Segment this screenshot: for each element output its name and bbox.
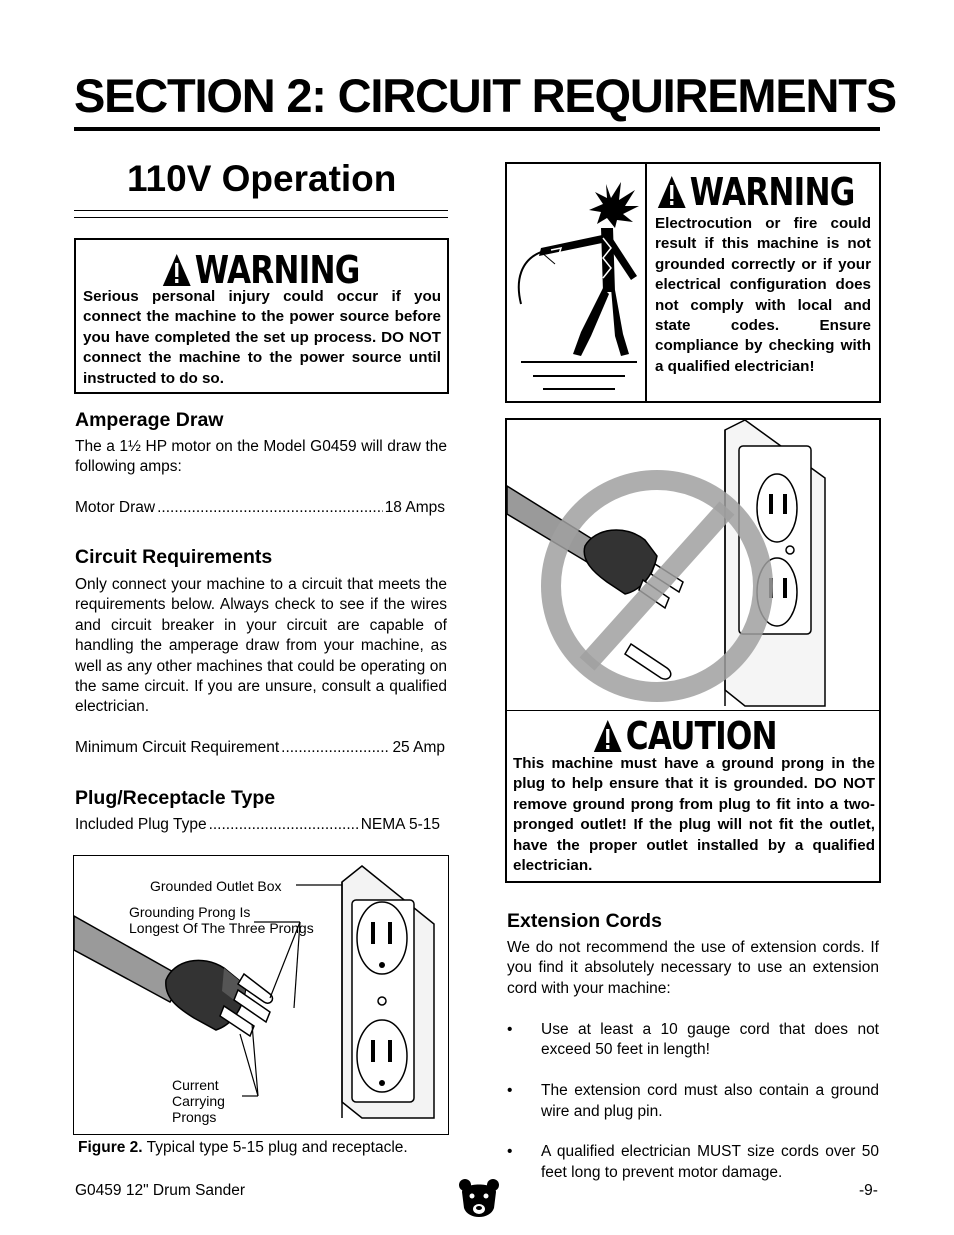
warning-box-setup <box>74 238 449 394</box>
warning-triangle-icon <box>593 719 623 753</box>
motor-draw-value: 18 Amps <box>384 499 445 516</box>
extension-text: We do not recommend the use of extension cords. If you find it absolutely necessary to use an extension cord with your machine: <box>507 939 879 997</box>
panel-divider <box>645 164 647 401</box>
min-circuit-value: 25 Amp <box>392 739 445 756</box>
list-item: • A qualified electrician MUST size cords over 50 feet long to prevent motor damage. <box>507 1142 879 1183</box>
list-item: • Use at least a 10 gauge cord that does not exceed 50 feet in length! <box>507 1020 879 1061</box>
label-current-3: Prongs <box>172 1109 217 1125</box>
min-circuit-label: Minimum Circuit Requirement <box>75 739 280 756</box>
warning-triangle-icon <box>657 175 687 209</box>
figure-caption-label: Figure 2. <box>78 1139 143 1156</box>
caution-divider <box>507 710 879 711</box>
caution-box <box>505 418 881 883</box>
warning-body: Electrocution or fire could result if this machine is not grounded correctly or if your electrical configuration does not comply with local and state codes. Ensure compliance by checking with a qualified electrician! <box>655 215 871 375</box>
min-circuit-line <box>75 738 445 758</box>
footer-model: G0459 12" Drum Sander <box>75 1182 246 1199</box>
warning-triangle-icon <box>162 253 192 287</box>
page-title: SECTION 2: CIRCUIT REQUIREMENTS <box>74 69 896 122</box>
warning-heading-text: WARNING <box>194 248 360 292</box>
warning-heading-text: WARNING <box>689 170 855 214</box>
footer-page-number: -9- <box>859 1182 878 1199</box>
warning-box-electrocution <box>505 162 881 403</box>
plug-receptacle-drawing <box>74 856 447 1133</box>
figure-2-caption <box>78 1138 408 1158</box>
heading-circuit-requirements: Circuit Requirements <box>75 546 273 568</box>
motor-draw-line <box>75 498 445 518</box>
no-ground-removal-illustration <box>507 420 879 710</box>
caution-body: This machine must have a ground prong in the plug to help ensure that it is grounded. DO NOT remove ground prong from plug to fit into a two-pronged outlet! If the plug will not fit the outlet, have the proper outlet installed by a qualified electrician. <box>513 755 875 875</box>
warning-heading <box>162 250 359 290</box>
caution-heading <box>593 716 777 756</box>
title-rule <box>74 127 880 131</box>
caution-heading-text: CAUTION <box>625 714 777 758</box>
subtitle-rule-bottom <box>74 217 448 218</box>
leader-dots <box>157 498 383 518</box>
bear-logo-icon <box>458 1176 500 1224</box>
amperage-text: The a 1½ HP motor on the Model G0459 will draw the following amps: <box>75 438 447 476</box>
figure-caption-text: Typical type 5-15 plug and receptacle. <box>146 1139 408 1156</box>
motor-draw-label: Motor Draw <box>75 499 156 516</box>
list-item: • The extension cord must also contain a ground wire and plug pin. <box>507 1081 879 1122</box>
extension-bullets <box>507 1020 879 1204</box>
subtitle-rule-top <box>74 210 448 211</box>
label-grounded-outlet-box: Grounded Outlet Box <box>150 878 282 894</box>
heading-amperage-draw: Amperage Draw <box>75 409 224 431</box>
leader-dots <box>209 815 359 835</box>
label-current-1: Current <box>172 1077 219 1093</box>
label-grounding-prong-1: Grounding Prong Is <box>129 904 251 920</box>
heading-plug-receptacle: Plug/Receptacle Type <box>75 787 276 809</box>
warning-body: Serious personal injury could occur if you connect the machine to the power source before you have completed the set up process. DO NOT connect the machine to the power source until instructed to do so. <box>83 288 441 387</box>
warning-heading <box>657 172 854 212</box>
circuit-text: Only connect your machine to a circuit that meets the requirements below. Always check to see if the wires and circuit breaker in your circuit are capable of handling the amperage draw from your machine, as well as any other machines that could be operating on the same circuit. If you are unsure, consult a qualified electrician. <box>75 576 447 716</box>
leader-dots <box>281 738 390 758</box>
section-subtitle: 110V Operation <box>127 158 397 199</box>
plug-type-label: Included Plug Type <box>75 816 207 833</box>
heading-extension-cords: Extension Cords <box>507 910 662 932</box>
label-grounding-prong-2: Longest Of The Three Prongs <box>129 920 314 936</box>
plug-type-value: NEMA 5-15 <box>360 816 440 833</box>
electrocution-icon <box>511 176 641 398</box>
figure-2-illustration <box>73 855 449 1135</box>
plug-type-line <box>75 815 440 835</box>
label-current-2: Carrying <box>172 1093 225 1109</box>
